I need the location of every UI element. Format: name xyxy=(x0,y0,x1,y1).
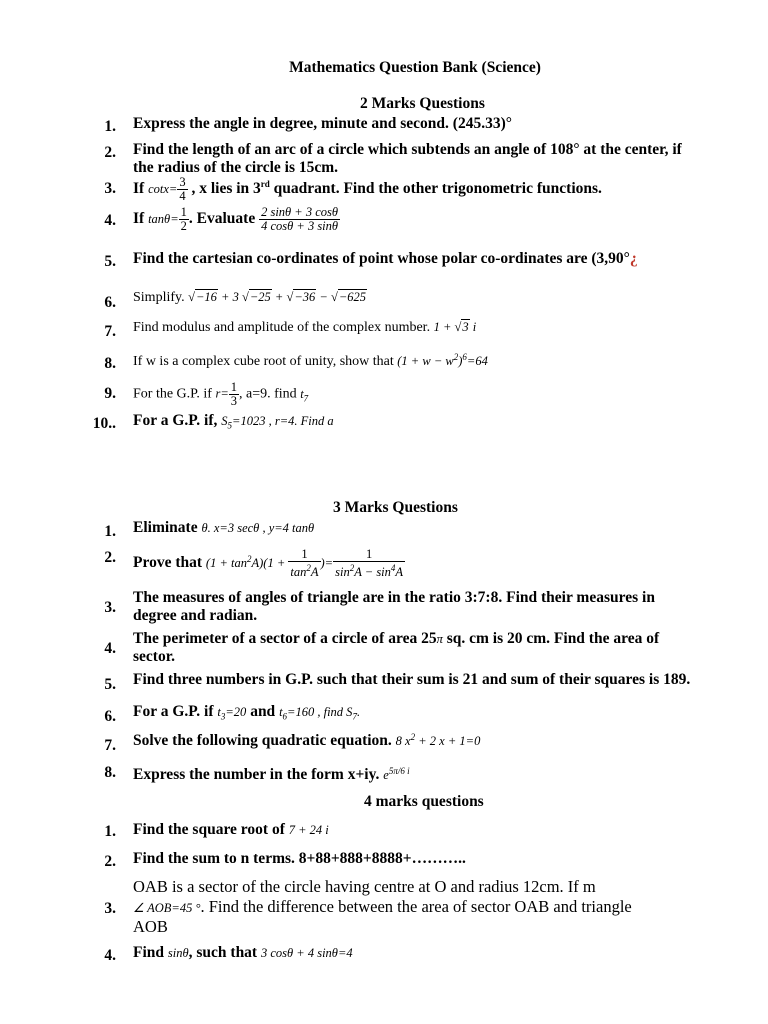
question-number: 6. xyxy=(104,294,116,311)
question-text: Prove that $(1 + \tan^2A)(1$ + $\frac{1}{\tan^2A}$ )= $\frac{1}{\sin^2A - \sin^4A}$ xyxy=(133,547,404,580)
question-number: 4. xyxy=(104,640,116,657)
question-number: 7. xyxy=(104,323,116,340)
question-text: Eliminate θ. x=3 secθ , y=4 tanθ xyxy=(133,519,315,536)
question-text: Find the length of an arc of a circle which subtends an angle of 108° at the center, if xyxy=(133,141,682,158)
question-number: 7. xyxy=(104,737,116,754)
question-number: 9. xyxy=(104,385,116,402)
question-number: 1. xyxy=(104,523,116,540)
question-number: 3. xyxy=(104,180,116,197)
question-text: The perimeter of a sector of a circle of area 25π sq. cm is 20 cm. Find the area of xyxy=(133,630,660,647)
question-number: 3. xyxy=(104,599,116,616)
question-text: If tanθ= $\frac{1}{2}$ . Evaluate $\frac{2 \sin\theta + 3 \cos\theta}{4 \cos\theta + 3 \sin\theta}$ xyxy=(133,205,339,233)
question-number: 10.. xyxy=(92,415,116,432)
question-number: 6. xyxy=(104,708,116,725)
section-heading-3-marks: 3 Marks Questions xyxy=(333,499,458,516)
question-text: For a G.P. if, $S_5=1023$ , r=4. Find a xyxy=(133,412,334,431)
question-text: degree and radian. xyxy=(133,607,258,624)
question-text: ∠ AOB=45 °. Find the difference between the area of sector OAB and triangle xyxy=(133,897,632,916)
question-number: 4. xyxy=(104,212,116,229)
page-title: Mathematics Question Bank (Science) xyxy=(289,59,541,76)
question-text: the radius of the circle is 15cm. xyxy=(133,159,339,176)
section-heading-2-marks: 2 Marks Questions xyxy=(360,95,485,112)
question-number: 2. xyxy=(104,853,116,870)
question-text: OAB is a sector of the circle having centre at O and radius 12cm. If m xyxy=(133,877,596,896)
question-text: Find modulus and amplitude of the complex number. 1 + √3 i xyxy=(133,320,477,335)
section-heading-4-marks: 4 marks questions xyxy=(364,793,484,810)
question-number: 1. xyxy=(104,118,116,135)
question-text: Express the angle in degree, minute and second. (245.33)° xyxy=(133,115,512,132)
question-number: 2. xyxy=(104,144,116,161)
question-text: The measures of angles of triangle are in the ratio 3:7:8. Find their measures in xyxy=(133,589,655,606)
question-number: 8. xyxy=(104,355,116,372)
question-text: Find the cartesian co-ordinates of point whose polar co-ordinates are (3,90°¿ xyxy=(133,250,638,267)
question-number: 5. xyxy=(104,253,116,270)
question-number: 4. xyxy=(104,947,116,964)
question-number: 8. xyxy=(104,764,116,781)
question-number: 5. xyxy=(104,676,116,693)
question-number: 3. xyxy=(104,900,116,917)
question-text: If w is a complex cube root of unity, show that $(1 + w - w^2)^6=64$ xyxy=(133,352,488,370)
question-text: Find the sum to n terms. 8+88+888+8888+……….. xyxy=(133,850,466,867)
question-text: Find the square root of 7 + 24 i xyxy=(133,821,329,838)
question-text: Find sinθ, such that 3 cosθ + 4 sinθ=4 xyxy=(133,944,353,961)
question-text: Solve the following quadratic equation. 8 $x^2 + 2$ x + 1=0 xyxy=(133,732,481,750)
question-number: 1. xyxy=(104,823,116,840)
question-text: For the G.P. if r= $\frac{1}{3}$ , a=9. find $t_7$ xyxy=(133,380,309,408)
question-text: AOB xyxy=(133,917,168,936)
question-text: For a G.P. if $t_3=20$ and $t_6=160$ , find $S_7$. xyxy=(133,703,361,722)
question-text: Simplify. √−16 + 3 √−25 + √−36 − √−625 xyxy=(133,290,366,305)
question-text: If cotx= $\frac{3}{4}$ , x lies in 3rd quadrant. Find the other trigonometric functions. xyxy=(133,175,602,203)
question-text: sector. xyxy=(133,648,176,665)
question-text: Express the number in the form x+iy. $e^{5\pi/6 i}$ xyxy=(133,766,410,784)
question-number: 2. xyxy=(104,549,116,566)
question-text: Find three numbers in G.P. such that their sum is 21 and sum of their squares is 189. xyxy=(133,671,691,688)
